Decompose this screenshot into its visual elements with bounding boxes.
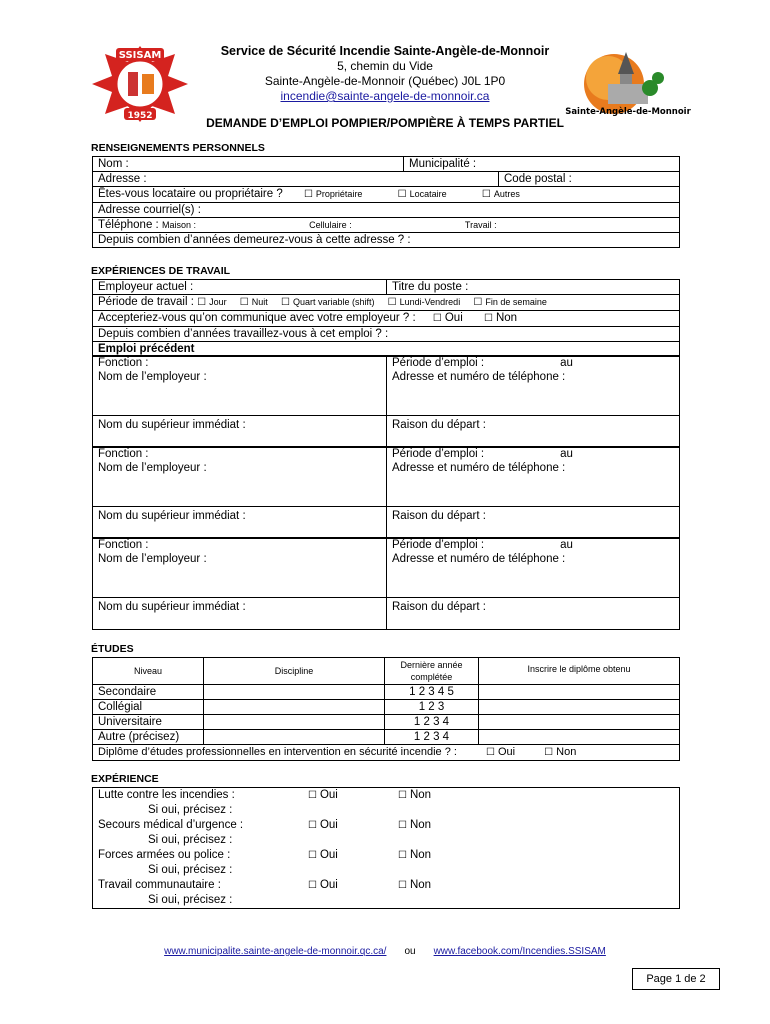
code-postal-field[interactable]: Code postal : bbox=[499, 172, 680, 187]
exp-label: Lutte contre les incendies : bbox=[98, 789, 235, 801]
svg-text:SSISAM: SSISAM bbox=[118, 50, 162, 61]
checkbox-locataire[interactable]: ☐ Locataire bbox=[398, 189, 447, 199]
depuis-adresse-field[interactable]: Depuis combien d’années demeurez-vous à cette adresse ? : bbox=[93, 233, 680, 248]
checkbox-dep-non[interactable]: ☐ Non bbox=[544, 746, 576, 758]
exp-label: Forces armées ou police : bbox=[98, 849, 231, 861]
checkbox-exp3-oui[interactable]: ☐ Oui bbox=[303, 848, 393, 863]
job2-left[interactable]: Fonction : Nom de l’employeur : bbox=[93, 447, 387, 507]
work-table bbox=[92, 279, 680, 357]
telephone-row[interactable]: Téléphone : Maison : Cellulaire : Travail : bbox=[93, 218, 680, 233]
page-number: Page 1 de 2 bbox=[632, 968, 720, 990]
emploi-precedent-heading: Emploi précédent bbox=[93, 342, 680, 357]
exp-precisez[interactable]: Si oui, précisez : bbox=[148, 804, 233, 816]
studies-table bbox=[92, 657, 680, 761]
checkbox-exp4-non[interactable]: ☐ Non bbox=[393, 878, 680, 893]
footer-links bbox=[0, 946, 770, 957]
svg-text:Sainte-Angèle-de-Monnoir: Sainte-Angèle-de-Monnoir bbox=[565, 107, 691, 117]
job1-right[interactable]: Période d’emploi : au Adresse et numéro de téléphone : bbox=[387, 356, 680, 416]
job3-left[interactable]: Fonction : Nom de l’employeur : bbox=[93, 538, 387, 598]
dep-row: Diplôme d’études professionnelles en intervention en sécurité incendie ? : ☐ Oui ☐ Non bbox=[93, 745, 680, 761]
exp-label: Travail communautaire : bbox=[98, 879, 221, 891]
section-work: EXPÉRIENCES DE TRAVAIL bbox=[91, 265, 231, 277]
study-row[interactable]: Collégial 1 2 3 bbox=[93, 700, 680, 715]
letterhead bbox=[0, 44, 770, 104]
job1-superieur[interactable]: Nom du supérieur immédiat : bbox=[93, 416, 387, 448]
footer-ou: ou bbox=[404, 946, 416, 957]
job3-raison[interactable]: Raison du départ : bbox=[387, 598, 680, 630]
checkbox-quart[interactable]: ☐ Quart variable (shift) bbox=[281, 297, 375, 307]
checkbox-nuit[interactable]: ☐ Nuit bbox=[240, 297, 268, 307]
checkbox-accepter-oui[interactable]: ☐ Oui bbox=[433, 312, 463, 324]
checkbox-exp2-oui[interactable]: ☐ Oui bbox=[303, 818, 393, 833]
checkbox-autres[interactable]: ☐ Autres bbox=[482, 189, 520, 199]
study-row[interactable]: Secondaire 1 2 3 4 5 bbox=[93, 685, 680, 700]
study-row[interactable]: Universitaire 1 2 3 4 bbox=[93, 715, 680, 730]
checkbox-exp2-non[interactable]: ☐ Non bbox=[393, 818, 680, 833]
job1-left[interactable]: Fonction : Nom de l’employeur : bbox=[93, 356, 387, 416]
depuis-emploi-field[interactable]: Depuis combien d’années travaillez-vous à cet emploi ? : bbox=[93, 327, 680, 342]
adresse-field[interactable]: Adresse : bbox=[93, 172, 499, 187]
accepter-row: Accepteriez-vous qu’on communique avec votre employeur ? : ☐ Oui ☐ Non bbox=[93, 311, 680, 327]
checkbox-lundi[interactable]: ☐ Lundi-Vendredi bbox=[388, 297, 461, 307]
exp-precisez[interactable]: Si oui, précisez : bbox=[148, 834, 233, 846]
personal-table bbox=[92, 156, 680, 248]
previous-job-1 bbox=[92, 355, 680, 448]
section-personal: RENSEIGNEMENTS PERSONNELS bbox=[91, 142, 265, 154]
employeur-actuel-field[interactable]: Employeur actuel : bbox=[93, 280, 387, 295]
col-derniere: Dernière année complétée bbox=[385, 658, 479, 685]
checkbox-fin-semaine[interactable]: ☐ Fin de semaine bbox=[473, 297, 547, 307]
svg-text:1952: 1952 bbox=[127, 111, 153, 121]
job2-right[interactable]: Période d’emploi : au Adresse et numéro de téléphone : bbox=[387, 447, 680, 507]
experience-table bbox=[92, 787, 680, 909]
job3-right[interactable]: Période d’emploi : au Adresse et numéro de téléphone : bbox=[387, 538, 680, 598]
exp-precisez[interactable]: Si oui, précisez : bbox=[148, 894, 233, 906]
section-experience: EXPÉRIENCE bbox=[91, 773, 159, 785]
address-line2: Sainte-Angèle-de-Monnoir (Québec) J0L 1P0 bbox=[264, 74, 506, 88]
exp-label: Secours médical d’urgence : bbox=[98, 819, 244, 831]
form-title: DEMANDE D’EMPLOI POMPIER/POMPIÈRE À TEMPS PARTIEL bbox=[206, 116, 564, 130]
municipality-link[interactable]: www.municipalite.sainte-angele-de-monnoir.qc.ca/ bbox=[164, 946, 387, 957]
section-studies: ÉTUDES bbox=[91, 643, 134, 655]
job3-superieur[interactable]: Nom du supérieur immédiat : bbox=[93, 598, 387, 630]
col-discipline: Discipline bbox=[204, 658, 385, 685]
job1-raison[interactable]: Raison du départ : bbox=[387, 416, 680, 448]
checkbox-exp1-oui[interactable]: ☐ Oui bbox=[303, 788, 393, 804]
previous-job-3 bbox=[92, 537, 680, 630]
checkbox-proprietaire[interactable]: ☐ Propriétaire bbox=[304, 189, 363, 199]
checkbox-exp4-oui[interactable]: ☐ Oui bbox=[303, 878, 393, 893]
checkbox-jour[interactable]: ☐ Jour bbox=[197, 297, 226, 307]
exp-precisez[interactable]: Si oui, précisez : bbox=[148, 864, 233, 876]
col-diplome: Inscrire le diplôme obtenu bbox=[479, 658, 680, 685]
locataire-row: Êtes-vous locataire ou propriétaire ? ☐ Propriétaire ☐ Locataire ☐ Autres bbox=[93, 187, 680, 203]
address-line1: 5, chemin du Vide bbox=[337, 59, 433, 73]
job2-raison[interactable]: Raison du départ : bbox=[387, 507, 680, 539]
col-niveau: Niveau bbox=[93, 658, 204, 685]
job2-superieur[interactable]: Nom du supérieur immédiat : bbox=[93, 507, 387, 539]
nom-field[interactable]: Nom : bbox=[93, 157, 404, 172]
periode-row: Période de travail : ☐ Jour ☐ Nuit ☐ Quart variable (shift) ☐ Lundi-Vendredi ☐ Fin de semaine bbox=[93, 295, 680, 311]
municipalite-field[interactable]: Municipalité : bbox=[404, 157, 680, 172]
checkbox-exp1-non[interactable]: ☐ Non bbox=[393, 788, 680, 804]
titre-poste-field[interactable]: Titre du poste : bbox=[387, 280, 680, 295]
checkbox-exp3-non[interactable]: ☐ Non bbox=[393, 848, 680, 863]
previous-job-2 bbox=[92, 446, 680, 539]
email-link[interactable]: incendie@sainte-angele-de-monnoir.ca bbox=[280, 89, 490, 103]
checkbox-accepter-non[interactable]: ☐ Non bbox=[484, 312, 517, 324]
study-row[interactable]: Autre (précisez) 1 2 3 4 bbox=[93, 730, 680, 745]
checkbox-dep-oui[interactable]: ☐ Oui bbox=[486, 746, 515, 758]
org-name: Service de Sécurité Incendie Sainte-Angèle-de-Monnoir bbox=[220, 44, 550, 58]
facebook-link[interactable]: www.facebook.com/Incendies.SSISAM bbox=[433, 946, 606, 957]
courriel-field[interactable]: Adresse courriel(s) : bbox=[93, 203, 680, 218]
